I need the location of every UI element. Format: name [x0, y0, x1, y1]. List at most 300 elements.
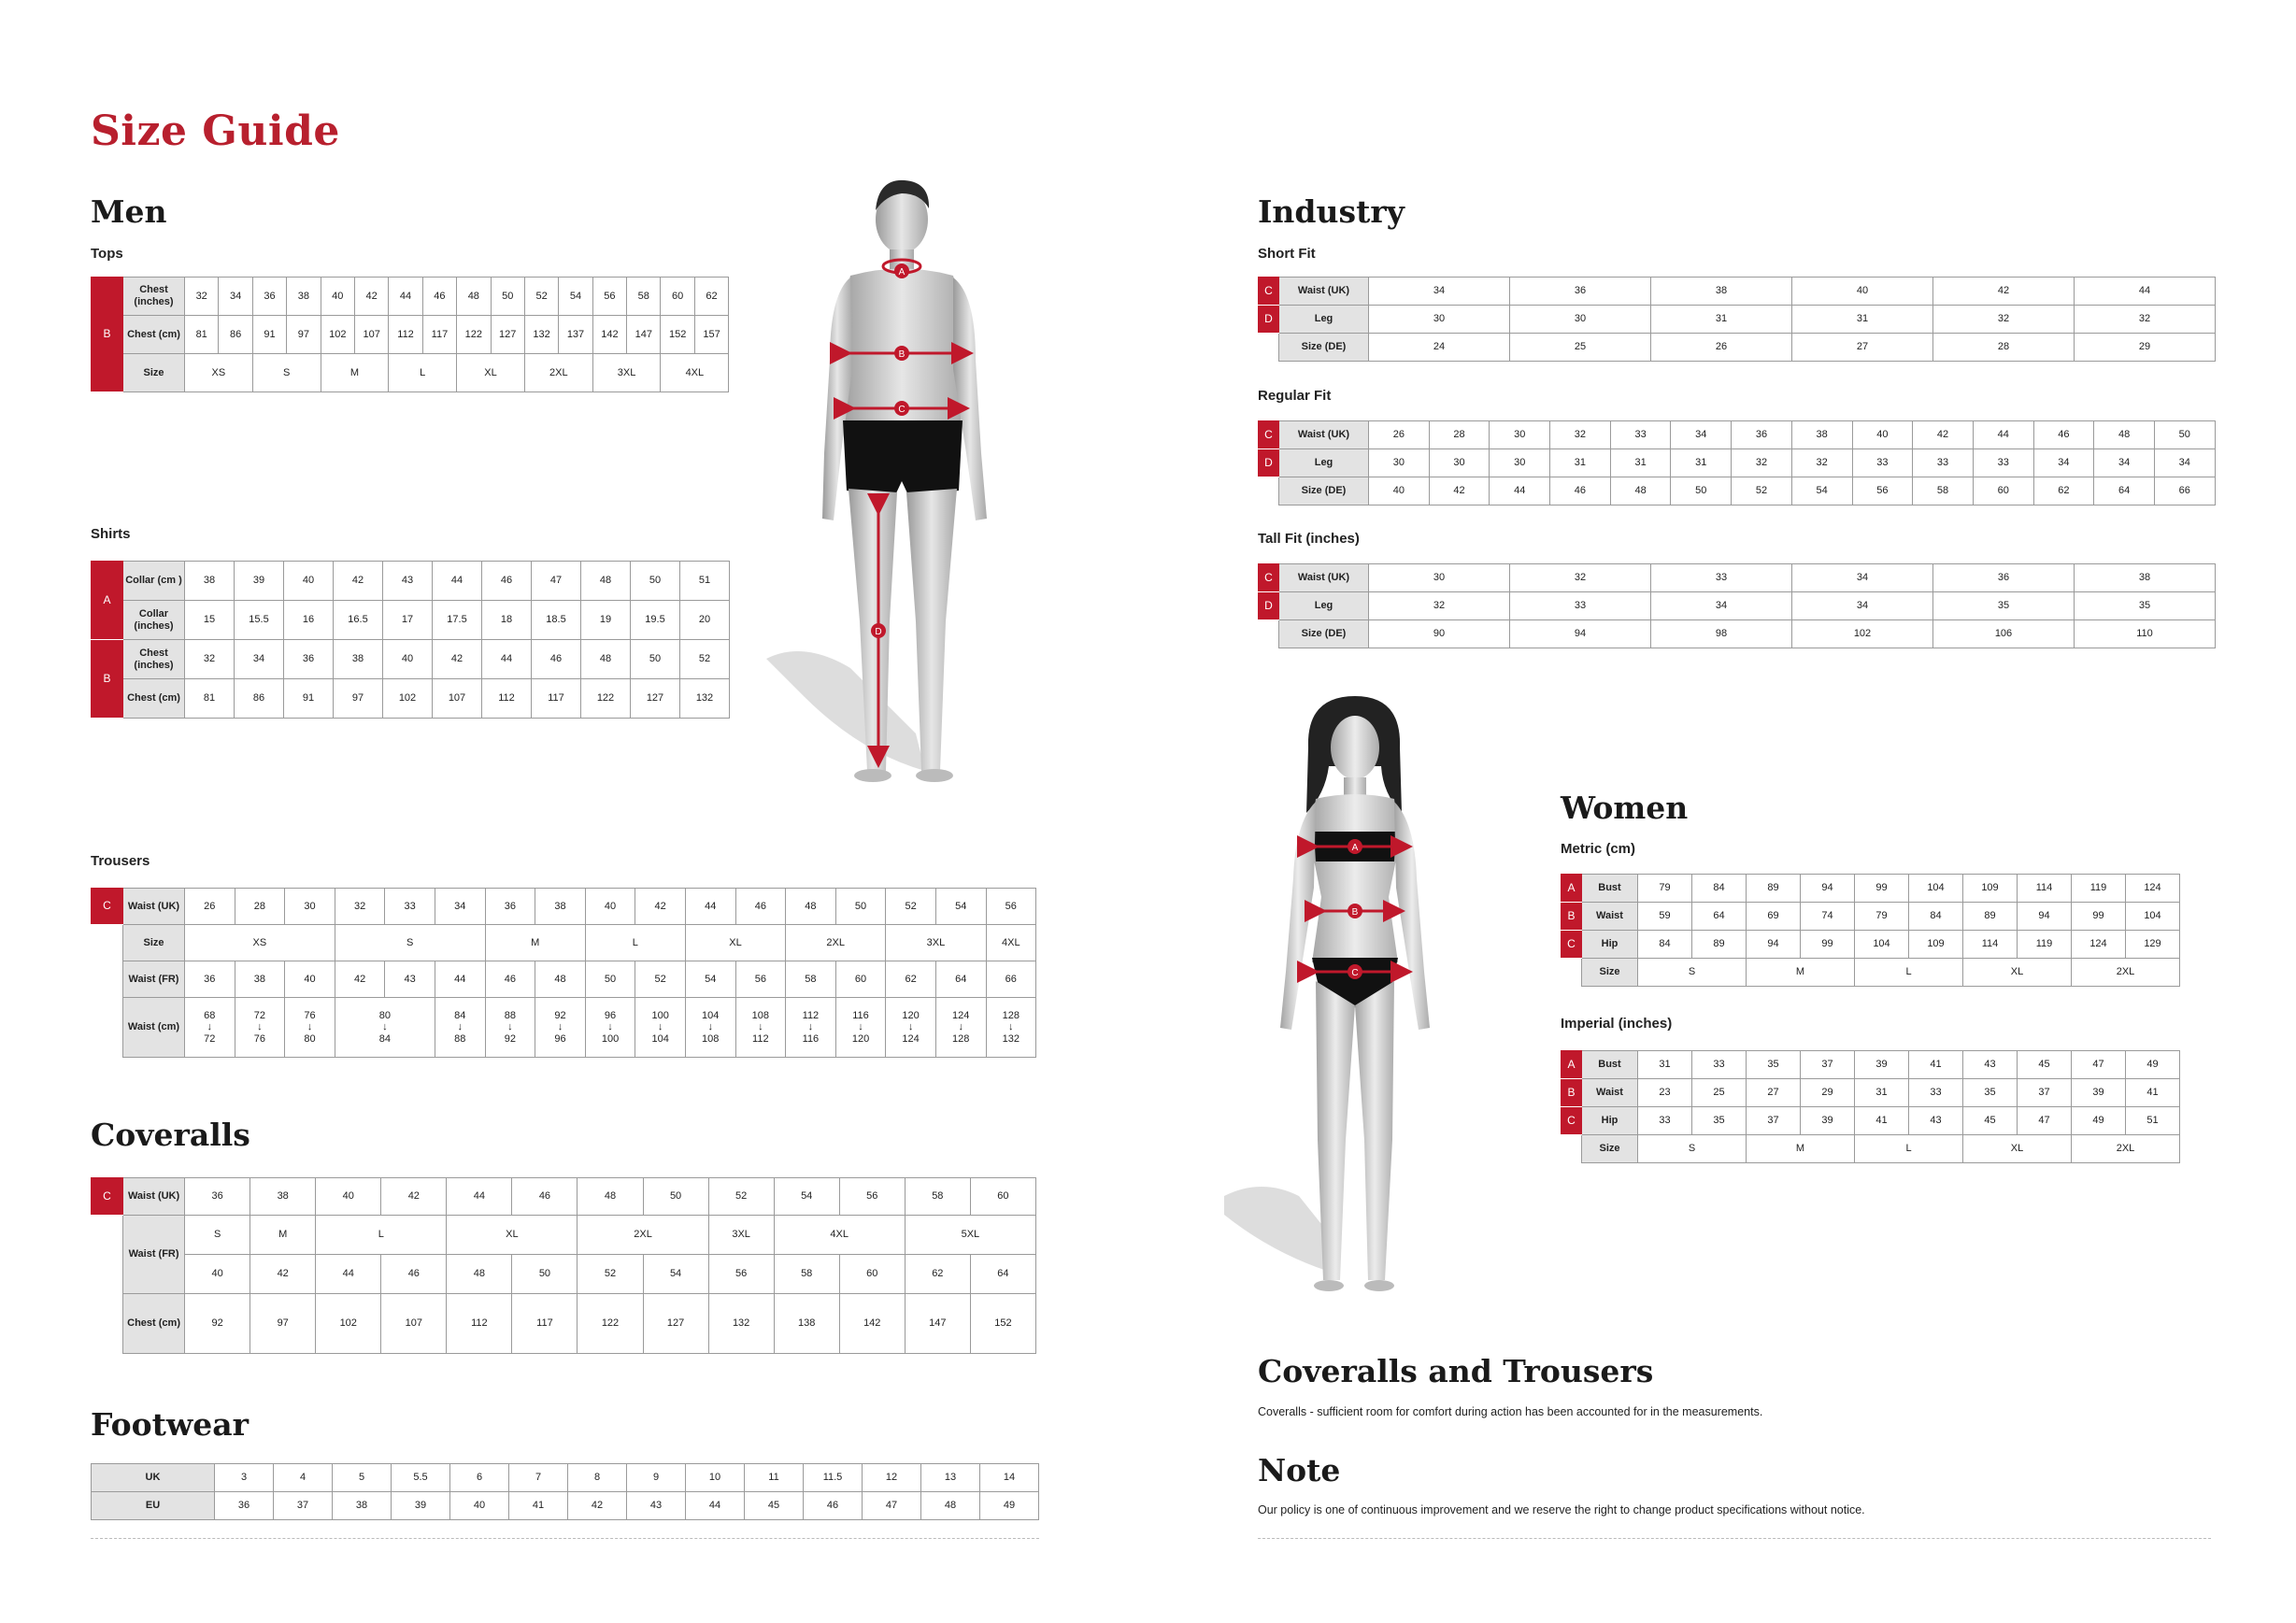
waist-cm-value: 124: [902, 1032, 920, 1045]
table-cell: 19.5: [631, 601, 680, 640]
table-cell: 31: [1610, 449, 1671, 477]
table-cell: 33: [1913, 449, 1974, 477]
table-cell: 36: [185, 1178, 250, 1216]
table-cell: 42: [354, 278, 388, 316]
waist-cm-value: 128: [1002, 1009, 1020, 1021]
table-cell: [685, 998, 735, 1058]
table-cell: 50: [643, 1178, 708, 1216]
table-cell: 62: [2033, 477, 2094, 505]
table-row: [92, 1255, 1036, 1294]
imperial-title: Imperial (inches): [1561, 1016, 1673, 1032]
table-cell: 4XL: [774, 1216, 905, 1255]
table-cell: XL: [457, 354, 525, 392]
table-cell: 32: [185, 278, 219, 316]
table-cell: 35: [2075, 592, 2216, 620]
table-cell: 40: [1369, 477, 1430, 505]
table-cell: 33: [1638, 1107, 1692, 1135]
waist-cm-value: ↓: [657, 1021, 663, 1033]
table-cell: 132: [524, 316, 558, 354]
table-cell: 59: [1638, 903, 1692, 931]
measure-marker: C: [1259, 278, 1279, 306]
table-cell: 62: [886, 961, 936, 998]
woman-right-leg: [1355, 981, 1394, 1280]
table-cell: 31: [1550, 449, 1611, 477]
table-cell: 51: [680, 562, 730, 601]
table-cell: 32: [1791, 449, 1852, 477]
table-cell: [935, 998, 986, 1058]
table-cell: 97: [250, 1294, 316, 1354]
table-row: [92, 889, 1036, 925]
table-cell: 39: [1801, 1107, 1855, 1135]
table-cell: 50: [631, 640, 680, 679]
table-cell: 34: [2033, 449, 2094, 477]
table-cell: 39: [1855, 1051, 1909, 1079]
spacer-cell: [92, 998, 123, 1058]
table-cell: 94: [1801, 875, 1855, 903]
table-cell: 52: [886, 889, 936, 925]
right-divider: [1258, 1538, 2211, 1539]
waist-cm-value: 96: [554, 1032, 566, 1045]
table-cell: 38: [1791, 421, 1852, 449]
waist-cm-value: 80: [304, 1032, 316, 1045]
table-cell: 36: [252, 278, 286, 316]
table-cell: 86: [235, 679, 284, 719]
table-cell: 36: [1933, 564, 2075, 592]
row-label: Waist: [1582, 903, 1638, 931]
table-cell: 44: [686, 1492, 745, 1520]
table-cell: S: [1638, 1135, 1747, 1163]
woman-head: [1331, 716, 1379, 779]
table-cell: 66: [2154, 477, 2215, 505]
trousers-table: [91, 888, 1036, 1058]
table-cell: 31: [1792, 306, 1933, 334]
table-cell: M: [250, 1216, 316, 1255]
table-cell: 38: [1651, 278, 1792, 306]
waist-cm-value: 76: [304, 1009, 316, 1021]
table-cell: 25: [1692, 1079, 1747, 1107]
waist-cm-value: 92: [504, 1032, 516, 1045]
row-label: Chest (cm): [123, 1294, 185, 1354]
table-cell: 51: [2126, 1107, 2180, 1135]
table-row: [1259, 278, 2216, 306]
table-cell: 99: [1855, 875, 1909, 903]
table-cell: 64: [935, 961, 986, 998]
spacer-cell: [1259, 620, 1279, 648]
table-row: [92, 1464, 1039, 1492]
waist-cm-value: ↓: [758, 1021, 763, 1033]
table-row: [92, 278, 729, 316]
table-cell: 34: [2094, 449, 2155, 477]
shirts-table: [91, 561, 730, 719]
table-cell: 92: [185, 1294, 250, 1354]
table-cell: 64: [1692, 903, 1747, 931]
table-cell: 41: [509, 1492, 568, 1520]
table-cell: 38: [185, 562, 235, 601]
row-label: Leg: [1279, 306, 1369, 334]
table-cell: 2XL: [786, 925, 886, 961]
tops-marker-b: B: [92, 278, 123, 392]
table-cell: 84: [1692, 875, 1747, 903]
table-cell: 33: [1909, 1079, 1963, 1107]
table-cell: 10: [686, 1464, 745, 1492]
table-cell: 117: [512, 1294, 578, 1354]
table-cell: 132: [680, 679, 730, 719]
table-cell: 142: [592, 316, 626, 354]
table-cell: M: [485, 925, 585, 961]
table-cell: 104: [2126, 903, 2180, 931]
table-cell: 38: [535, 889, 586, 925]
table-cell: 5XL: [905, 1216, 1035, 1255]
table-cell: 47: [2018, 1107, 2072, 1135]
table-row: [92, 1178, 1036, 1216]
table-cell: 44: [316, 1255, 381, 1294]
measure-marker: B: [1562, 903, 1582, 931]
table-row: [1259, 334, 2216, 362]
table-cell: 4XL: [986, 925, 1036, 961]
table-row: [92, 679, 730, 719]
table-cell: M: [1747, 959, 1855, 987]
table-cell: 33: [1692, 1051, 1747, 1079]
table-cell: L: [1855, 1135, 1963, 1163]
table-cell: 33: [1973, 449, 2033, 477]
table-cell: 44: [433, 562, 482, 601]
row-label: Size (DE): [1279, 620, 1369, 648]
table-row: [1562, 1107, 2180, 1135]
table-cell: 40: [321, 278, 354, 316]
table-cell: 50: [1671, 477, 1732, 505]
measure-d-label: D: [875, 627, 882, 637]
tops-table: [91, 277, 729, 392]
table-cell: 104: [1909, 875, 1963, 903]
table-cell: 45: [745, 1492, 804, 1520]
table-cell: 79: [1855, 903, 1909, 931]
table-row: [1562, 931, 2180, 959]
woman-right-foot: [1364, 1280, 1394, 1291]
table-cell: 46: [532, 640, 581, 679]
waist-cm-value: ↓: [257, 1021, 263, 1033]
table-cell: 34: [1651, 592, 1792, 620]
measure-b-label: B: [898, 349, 906, 360]
table-row: [1259, 449, 2216, 477]
woman-left-leg: [1316, 981, 1355, 1280]
table-cell: 43: [383, 562, 433, 601]
table-cell: 48: [581, 640, 631, 679]
table-cell: 46: [482, 562, 532, 601]
waist-cm-value: ↓: [907, 1021, 914, 1033]
women-metric-table: [1561, 874, 2180, 987]
table-cell: [786, 998, 836, 1058]
table-cell: 50: [631, 562, 680, 601]
table-cell: 34: [1369, 278, 1510, 306]
table-cell: 36: [284, 640, 334, 679]
row-label: Waist (UK): [1279, 278, 1369, 306]
table-cell: 27: [1747, 1079, 1801, 1107]
table-cell: 37: [1747, 1107, 1801, 1135]
waist-cm-value: 100: [651, 1009, 669, 1021]
table-cell: 29: [2075, 334, 2216, 362]
table-cell: 122: [578, 1294, 643, 1354]
table-cell: 89: [1747, 875, 1801, 903]
table-cell: 50: [512, 1255, 578, 1294]
table-cell: 36: [485, 889, 535, 925]
table-cell: 48: [786, 889, 836, 925]
table-cell: XL: [1963, 1135, 2072, 1163]
table-cell: 24: [1369, 334, 1510, 362]
table-row: [92, 640, 730, 679]
table-cell: 44: [435, 961, 485, 998]
table-cell: [285, 998, 335, 1058]
table-cell: M: [1747, 1135, 1855, 1163]
waist-cm-value: 112: [802, 1009, 820, 1021]
row-label: Waist: [1582, 1079, 1638, 1107]
table-cell: [886, 998, 936, 1058]
table-cell: 32: [335, 889, 385, 925]
table-cell: 102: [1792, 620, 1933, 648]
table-cell: 13: [921, 1464, 980, 1492]
row-label: Waist (FR): [123, 961, 185, 998]
footwear-heading: Footwear: [91, 1406, 250, 1443]
table-cell: 127: [631, 679, 680, 719]
waist-cm-value: 104: [702, 1009, 720, 1021]
table-row: [1259, 564, 2216, 592]
table-cell: L: [585, 925, 685, 961]
table-cell: 25: [1510, 334, 1651, 362]
table-cell: 32: [1550, 421, 1611, 449]
table-cell: 107: [381, 1294, 447, 1354]
table-cell: 52: [1732, 477, 1792, 505]
table-cell: 107: [433, 679, 482, 719]
table-cell: 33: [385, 889, 435, 925]
table-cell: 45: [1963, 1107, 2018, 1135]
table-cell: 38: [235, 961, 285, 998]
table-cell: 62: [694, 278, 728, 316]
table-cell: 29: [1801, 1079, 1855, 1107]
table-cell: 37: [1801, 1051, 1855, 1079]
table-cell: 34: [235, 640, 284, 679]
table-cell: 46: [422, 278, 456, 316]
table-cell: 32: [1510, 564, 1651, 592]
table-cell: 48: [1610, 477, 1671, 505]
table-row: [92, 961, 1036, 998]
man-right-foot: [916, 769, 953, 782]
table-cell: 49: [980, 1492, 1039, 1520]
table-cell: 114: [1963, 931, 2018, 959]
table-cell: 124: [2126, 875, 2180, 903]
waist-cm-value: 104: [651, 1032, 669, 1045]
man-right-leg: [906, 489, 957, 771]
table-cell: 56: [1852, 477, 1913, 505]
waist-cm-value: 128: [952, 1032, 970, 1045]
table-cell: 74: [1801, 903, 1855, 931]
table-cell: 110: [2075, 620, 2216, 648]
table-cell: 15: [185, 601, 235, 640]
table-cell: 38: [250, 1178, 316, 1216]
row-label: Size (DE): [1279, 334, 1369, 362]
table-cell: 97: [334, 679, 383, 719]
table-cell: 46: [804, 1492, 863, 1520]
waist-cm-value: 100: [601, 1032, 620, 1045]
table-row: [92, 998, 1036, 1058]
table-cell: 43: [1963, 1051, 2018, 1079]
table-cell: 47: [532, 562, 581, 601]
table-cell: 34: [435, 889, 485, 925]
table-cell: 37: [274, 1492, 333, 1520]
table-cell: 94: [1510, 620, 1651, 648]
table-cell: 147: [627, 316, 661, 354]
waist-cm-value: 72: [204, 1032, 216, 1045]
table-cell: [235, 998, 285, 1058]
table-row: [1562, 959, 2180, 987]
table-cell: 40: [284, 562, 334, 601]
table-cell: 34: [1792, 592, 1933, 620]
waist-cm-value: 112: [752, 1032, 769, 1045]
table-cell: 47: [863, 1492, 921, 1520]
coveralls-heading: Coveralls: [91, 1117, 250, 1153]
table-cell: 38: [2075, 564, 2216, 592]
footwear-table: [91, 1463, 1039, 1520]
table-cell: XL: [1963, 959, 2072, 987]
table-cell: 41: [1909, 1051, 1963, 1079]
row-label: Bust: [1582, 875, 1638, 903]
table-cell: 54: [643, 1255, 708, 1294]
table-cell: 12: [863, 1464, 921, 1492]
waist-cm-value: ↓: [858, 1021, 863, 1033]
waist-cm-value: 72: [253, 1009, 266, 1021]
shirts-marker-b: B: [92, 640, 123, 719]
measure-marker: C: [1259, 421, 1279, 449]
coveralls-trousers-heading: Coveralls and Trousers: [1258, 1353, 1654, 1389]
table-cell: 58: [774, 1255, 839, 1294]
table-cell: 3XL: [886, 925, 986, 961]
industry-heading: Industry: [1258, 193, 1405, 230]
table-cell: 56: [735, 961, 786, 998]
table-cell: M: [321, 354, 389, 392]
woman-figure: [1224, 691, 1495, 1327]
man-briefs: [843, 420, 963, 495]
women-heading: Women: [1561, 790, 1689, 826]
waist-cm-value: ↓: [557, 1021, 563, 1033]
table-cell: 54: [685, 961, 735, 998]
waist-cm-value: 116: [852, 1009, 869, 1021]
table-cell: 122: [457, 316, 491, 354]
table-cell: 60: [661, 278, 694, 316]
table-cell: XL: [447, 1216, 578, 1255]
waist-cm-value: 120: [851, 1032, 870, 1045]
regular-fit-table: [1258, 420, 2216, 505]
table-cell: 17: [383, 601, 433, 640]
table-cell: 43: [1909, 1107, 1963, 1135]
table-cell: 36: [1510, 278, 1651, 306]
woman-torso: [1310, 794, 1400, 962]
table-cell: 41: [2126, 1079, 2180, 1107]
table-cell: 46: [512, 1178, 578, 1216]
table-cell: 30: [1369, 449, 1430, 477]
short-fit-title: Short Fit: [1258, 246, 1316, 262]
table-cell: 44: [482, 640, 532, 679]
table-cell: 62: [905, 1255, 970, 1294]
table-cell: 42: [1933, 278, 2075, 306]
table-cell: 89: [1692, 931, 1747, 959]
table-cell: 32: [1369, 592, 1510, 620]
man-left-foot: [854, 769, 891, 782]
table-cell: 127: [491, 316, 524, 354]
waist-cm-value: ↓: [507, 1021, 513, 1033]
table-row: [1259, 620, 2216, 648]
table-cell: [335, 998, 435, 1058]
table-cell: 104: [1855, 931, 1909, 959]
table-cell: 42: [568, 1492, 627, 1520]
table-row: [92, 354, 729, 392]
table-cell: 44: [1490, 477, 1550, 505]
table-cell: 112: [389, 316, 422, 354]
table-cell: 40: [450, 1492, 509, 1520]
table-row: [92, 1294, 1036, 1354]
table-cell: 52: [578, 1255, 643, 1294]
table-cell: 127: [643, 1294, 708, 1354]
table-cell: 18.5: [532, 601, 581, 640]
table-cell: 18: [482, 601, 532, 640]
table-cell: 69: [1747, 903, 1801, 931]
waist-cm-value: ↓: [707, 1021, 713, 1033]
woman-left-foot: [1314, 1280, 1344, 1291]
table-cell: 28: [1933, 334, 2075, 362]
table-cell: 3XL: [708, 1216, 774, 1255]
note-text: Our policy is one of continuous improvement and we reserve the right to change product specifications without notice.: [1258, 1503, 1865, 1516]
table-cell: 94: [1747, 931, 1801, 959]
table-cell: 44: [685, 889, 735, 925]
table-cell: 50: [585, 961, 635, 998]
table-cell: 42: [335, 961, 385, 998]
waist-cm-value: ↓: [607, 1021, 613, 1033]
waist-cm-value: 88: [454, 1032, 466, 1045]
table-cell: 56: [839, 1178, 905, 1216]
table-cell: 44: [1973, 421, 2033, 449]
table-cell: 2XL: [524, 354, 592, 392]
table-cell: 11.5: [804, 1464, 863, 1492]
tops-size-label: Size: [123, 354, 185, 392]
table-cell: 31: [1671, 449, 1732, 477]
table-cell: 60: [1973, 477, 2033, 505]
table-cell: 147: [905, 1294, 970, 1354]
table-cell: XS: [185, 925, 335, 961]
table-cell: 40: [585, 889, 635, 925]
table-cell: 102: [321, 316, 354, 354]
table-cell: 2XL: [2072, 959, 2180, 987]
measure-c-label: C: [898, 405, 906, 415]
tops-title: Tops: [91, 246, 123, 262]
table-cell: 46: [735, 889, 786, 925]
table-cell: 35: [1692, 1107, 1747, 1135]
row-label: Collar (cm ): [123, 562, 185, 601]
table-cell: 52: [680, 640, 730, 679]
women-imperial-table: [1561, 1050, 2180, 1163]
tall-fit-title: Tall Fit (inches): [1258, 531, 1360, 547]
table-cell: 44: [2075, 278, 2216, 306]
woman-right-arm: [1394, 802, 1430, 1030]
table-cell: 58: [786, 961, 836, 998]
row-label: Waist (cm): [123, 998, 185, 1058]
table-row: [1259, 306, 2216, 334]
table-cell: 56: [592, 278, 626, 316]
shirts-marker-a: A: [92, 562, 123, 640]
table-cell: 8: [568, 1464, 627, 1492]
row-label: Collar (inches): [123, 601, 185, 640]
table-cell: 34: [2154, 449, 2215, 477]
waist-cm-value: 116: [802, 1032, 820, 1045]
table-cell: 20: [680, 601, 730, 640]
table-cell: S: [335, 925, 485, 961]
table-cell: 26: [1369, 421, 1430, 449]
